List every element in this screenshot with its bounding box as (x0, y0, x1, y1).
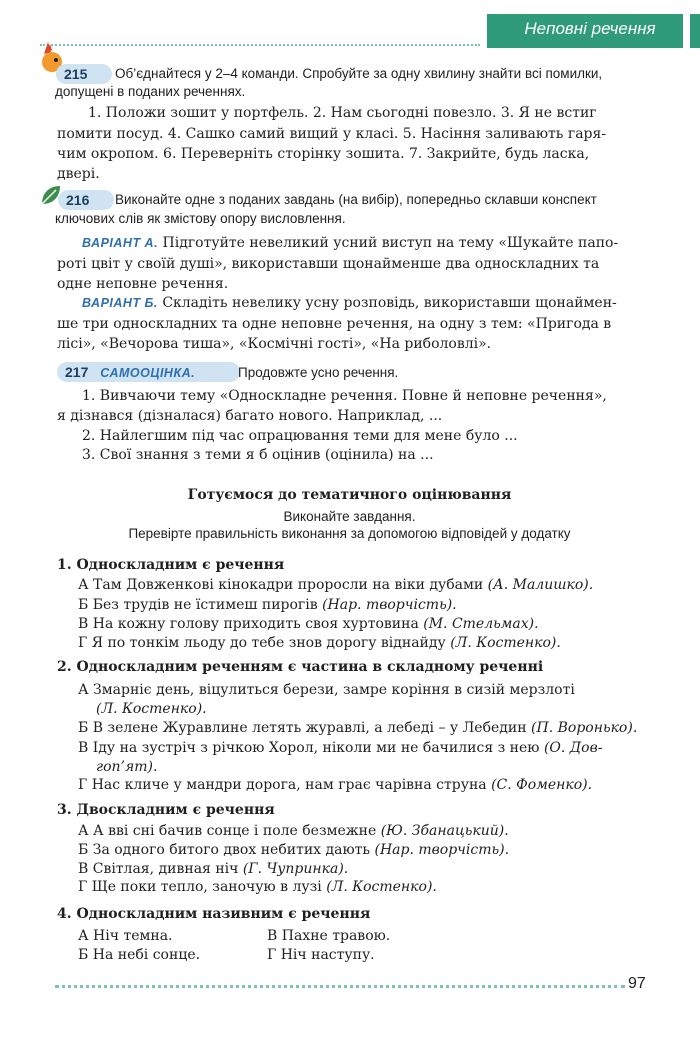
q3-option-d (78, 878, 437, 897)
ex216-variant-b-line-1 (82, 294, 617, 313)
q4-option-b: Б На небі сонце. (78, 947, 201, 963)
q3-option-c-text: В Світлая, дивная ніч (78, 861, 239, 877)
q1-option-d (78, 634, 561, 653)
ex216-variant-a-line-3: одне неповне речення. (57, 276, 229, 292)
q2-option-c-line-2: гоп’ят). (96, 759, 158, 775)
q3-option-a-text: А А вві сні бачив сонце і поле безмежне (78, 823, 377, 839)
ex215-text-line-1: 1. Положи зошит у портфель. 2. Нам сьогодні повезло. 3. Я не встиг (88, 105, 597, 121)
q1-option-c (78, 615, 539, 634)
q4-question: 4. Односкладним називним є речення (57, 906, 371, 922)
assessment-subtitle-2: Перевірте правильність виконання за допомогою відповідей у додатку (128, 526, 571, 541)
section-title: Неповні речення (524, 19, 656, 38)
variant-b-text: Складіть невелику усну розповідь, використавши щонаймен- (162, 295, 617, 311)
q2-option-d (78, 776, 592, 795)
q3-option-a (78, 822, 509, 841)
q2-option-b-source: (П. Воронько). (531, 720, 638, 736)
ex215-instruction-line-2: допущені в поданих реченнях. (55, 84, 246, 99)
exercise-215-number: 215 (56, 64, 112, 84)
q3-option-d-source: (Л. Костенко). (326, 879, 437, 895)
q1-option-c-text: В На кожну голову приходить своя хуртовина (78, 616, 419, 632)
variant-a-label: ВАРІАНТ А. (82, 236, 159, 250)
q1-option-d-source: (Л. Костенко). (450, 635, 561, 651)
q2-option-b-text: Б В зелене Журавлине летять журавлі, а лебеді – у Лебедин (78, 720, 527, 736)
footer-dotted-rule (55, 985, 625, 988)
ex216-variant-b-line-3: лісі», «Вечорова тиша», «Космічні гості», «На риболовлі». (57, 336, 492, 352)
q1-option-a-text: А Там Довженкові кінокадри проросли на віки дубами (78, 577, 484, 593)
q2-option-c-text: В Іду на зустріч з річкою Хорол, ніколи ми не бачилися з нею (78, 740, 540, 756)
ex216-variant-a-line-1 (82, 234, 618, 253)
ex216-instruction-line-2: ключових слів як змістову опору висловлення. (55, 211, 346, 226)
q3-option-b-text: Б За одного битого двох небитих дають (78, 842, 371, 858)
q3-question: 3. Двоскладним є речення (57, 802, 275, 818)
exercise-217-badge (57, 362, 240, 382)
q2-question: 2. Односкладним реченням є частина в складному реченні (57, 659, 544, 675)
ex217-item-1a: 1. Вивчаючи тему «Односкладне речення. Повне й неповне речення», (82, 388, 607, 404)
q1-option-a (78, 576, 593, 595)
ex216-instruction-line-1: Виконайте одне з поданих завдань (на вибір), попередньо склавши конспект (115, 192, 597, 207)
ex217-item-2: 2. Найлегшим під час опрацювання теми для мене було ... (82, 428, 518, 444)
assessment-title: Готуємося до тематичного оцінювання (187, 487, 512, 503)
ex215-text-line-2: помити посуд. 4. Сашко самий вищий у класі. 5. Насіння заливають гаря- (57, 126, 607, 142)
assessment-subtitle-1: Виконайте завдання. (283, 509, 416, 524)
header-edge-strip (690, 14, 700, 48)
q1-option-b-text: Б Без трудів не їстимеш пирогів (78, 597, 318, 613)
exercise-216-number: 216 (58, 190, 114, 210)
q3-option-a-source: (Ю. Збанацький). (380, 823, 509, 839)
q1-option-b (78, 596, 457, 615)
q2-option-c-line-1 (78, 739, 602, 758)
q1-option-b-source: (Нар. творчість). (322, 597, 457, 613)
q4-option-a: А Ніч темна. (78, 928, 173, 944)
ex217-item-3: 3. Свої знання з теми я б оцінив (оцінила) на ... (82, 447, 434, 463)
q1-option-a-source: (А. Малишко). (487, 577, 594, 593)
self-assessment-label: САМООЦІНКА. (100, 366, 196, 380)
q2-option-b (78, 719, 637, 738)
q2-option-c-source: (О. Дов- (543, 740, 603, 756)
variant-a-text: Підготуйте невеликий усний виступ на тему «Шукайте папо- (162, 235, 619, 251)
q3-option-b (78, 841, 509, 860)
q3-option-b-source: (Нар. творчість). (374, 842, 510, 858)
q1-option-d-text: Г Я по тонкім льоду до тебе знов дорогу віднайду (78, 635, 446, 651)
q1-question: 1. Односкладним є речення (57, 557, 285, 573)
ex216-variant-b-line-2: ше три односкладних та одне неповне речення, на одну з тем: «Пригода в (57, 316, 612, 332)
page-number: 97 (628, 975, 646, 992)
variant-b-label: ВАРІАНТ Б. (82, 296, 158, 310)
header-dotted-rule (40, 44, 480, 46)
q2-option-a-line-1: А Змарніє день, віцулиться берези, замре коріння в сизій мерзлоті (78, 682, 575, 698)
q2-option-d-source: (С. Фоменко). (491, 777, 593, 793)
q2-option-d-text: Г Нас кличе у мандри дорога, нам грає чарівна струна (78, 777, 487, 793)
ex217-item-1b: я дізнався (дізналася) багато нового. Наприклад, ... (57, 408, 443, 424)
q4-option-c: В Пахне травою. (267, 928, 391, 944)
q4-option-d: Г Ніч наступу. (267, 947, 375, 963)
ex217-instruction: Продовжте усно речення. (238, 365, 399, 380)
q3-option-c (78, 860, 348, 879)
q3-option-d-text: Г Ще поки тепло, заночую в лузі (78, 879, 322, 895)
ex215-instruction-line-1: Об’єднайтеся у 2–4 команди. Спробуйте за одну хвилину знайти всі помилки, (115, 66, 603, 81)
exercise-217-number: 217 (65, 364, 89, 380)
q3-option-c-source: (Г. Чупринка). (242, 861, 349, 877)
q1-option-c-source: (М. Стельмах). (423, 616, 539, 632)
ex215-text-line-4: двері. (57, 166, 100, 182)
ex215-text-line-3: чим окропом. 6. Переверніть сторінку зошита. 7. Закрийте, будь ласка, (57, 146, 590, 162)
q2-option-a-line-2: (Л. Костенко). (96, 701, 207, 717)
ex216-variant-a-line-2: роті цвіт у своїй душі», використавши щонайменше два односкладних та (57, 256, 600, 272)
